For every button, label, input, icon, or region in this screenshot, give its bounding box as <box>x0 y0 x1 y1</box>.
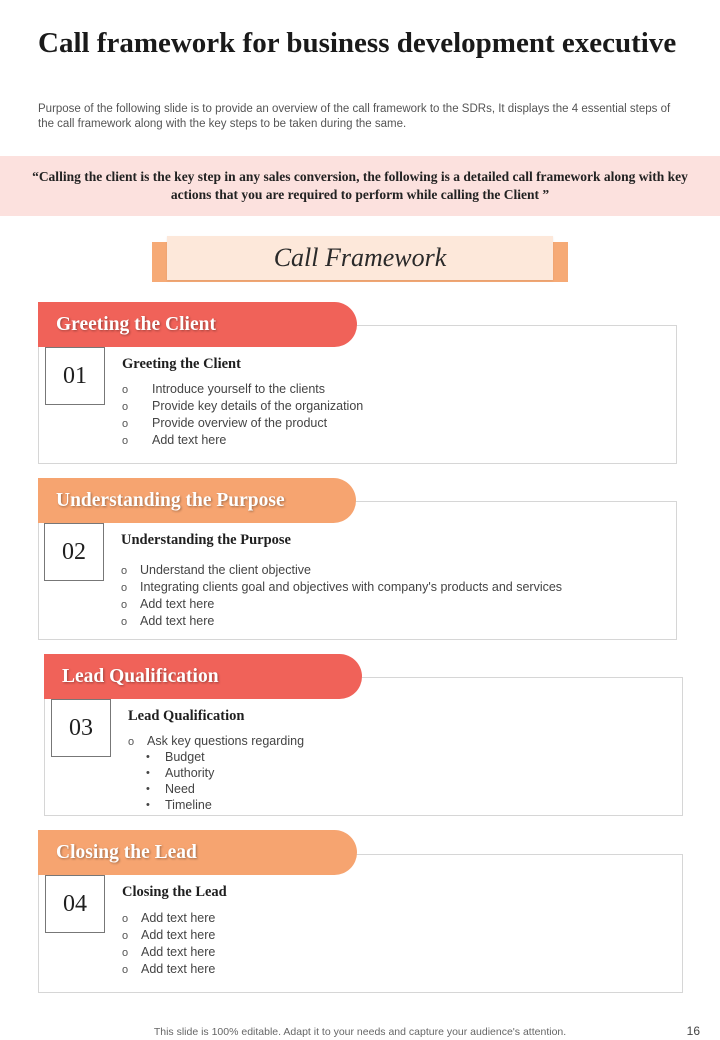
sub-list-item: • Need <box>146 782 195 796</box>
step-number-box: 02 <box>44 523 104 581</box>
bullet-icon: o <box>122 435 129 447</box>
bullet-icon: o <box>121 599 128 611</box>
list-item: o Add text here <box>122 911 216 925</box>
bullet-icon: o <box>121 565 128 577</box>
section-header: Lead Qualification <box>44 654 362 699</box>
section-title: Closing the Lead <box>122 884 227 900</box>
bullet-dot-icon: • <box>146 751 150 763</box>
bullet-icon: o <box>121 616 128 628</box>
bullet-icon: o <box>121 582 128 594</box>
list-item: o Add text here <box>121 614 215 628</box>
section-items <box>122 381 363 449</box>
step-number-box: 01 <box>45 347 105 405</box>
section-items <box>121 562 562 630</box>
bullet-dot-icon: • <box>146 783 150 795</box>
sub-list-item: • Budget <box>146 750 205 764</box>
bullet-icon: o <box>122 913 129 925</box>
section-title: Understanding the Purpose <box>121 532 291 548</box>
list-item: o Add text here <box>122 962 216 976</box>
page-title: Call framework for business development executive <box>38 27 677 59</box>
bullet-dot-icon: • <box>146 767 150 779</box>
section-title: Lead Qualification <box>128 708 245 724</box>
section-items <box>128 733 304 750</box>
sub-list-item: • Timeline <box>146 798 212 812</box>
step-number-box: 03 <box>51 699 111 757</box>
bullet-icon: o <box>122 384 129 396</box>
bullet-icon: o <box>122 930 129 942</box>
bullet-icon: o <box>122 964 129 976</box>
bullet-icon: o <box>122 947 129 959</box>
list-item: o Introduce yourself to the clients <box>122 382 326 396</box>
list-item: o Add text here <box>122 945 216 959</box>
bullet-dot-icon: • <box>146 799 150 811</box>
bullet-icon: o <box>122 418 129 430</box>
framework-label: Call Framework <box>167 236 553 280</box>
section-sub-items <box>128 749 214 813</box>
section-header: Greeting the Client <box>38 302 357 347</box>
step-number-box: 04 <box>45 875 105 933</box>
footer-note: This slide is 100% editable. Adapt it to your needs and capture your audience's attention. <box>153 1026 567 1038</box>
bullet-icon: o <box>122 401 129 413</box>
page-subtitle: Purpose of the following slide is to provide an overview of the call framework to the SDRs, It displays the 4 essential steps of the call framework along with the key steps to be taken during the same. <box>38 103 671 130</box>
list-item: o Provide overview of the product <box>122 416 328 430</box>
quote-band <box>0 156 720 216</box>
list-item: o Understand the client objective <box>121 563 311 577</box>
section-items <box>122 910 215 978</box>
bullet-icon: o <box>128 736 135 748</box>
list-item: o Add text here <box>122 433 227 447</box>
sub-list-item: • Authority <box>146 766 215 780</box>
section-header: Understanding the Purpose <box>38 478 356 523</box>
quote-text: “Calling the client is the key step in any sales conversion, the following is a detailed call framework along with key actions that you are required to perform while calling the Client ” <box>32 169 688 202</box>
section-header: Closing the Lead <box>38 830 357 875</box>
list-item: o Integrating clients goal and objectives with company's products and services <box>121 580 563 594</box>
list-item: o Provide key details of the organization <box>122 399 364 413</box>
page-number: 16 <box>686 1024 700 1038</box>
list-item: o Add text here <box>121 597 215 611</box>
list-item: o Add text here <box>122 928 216 942</box>
section-title: Greeting the Client <box>122 356 241 372</box>
list-item: o Ask key questions regarding <box>128 734 305 748</box>
